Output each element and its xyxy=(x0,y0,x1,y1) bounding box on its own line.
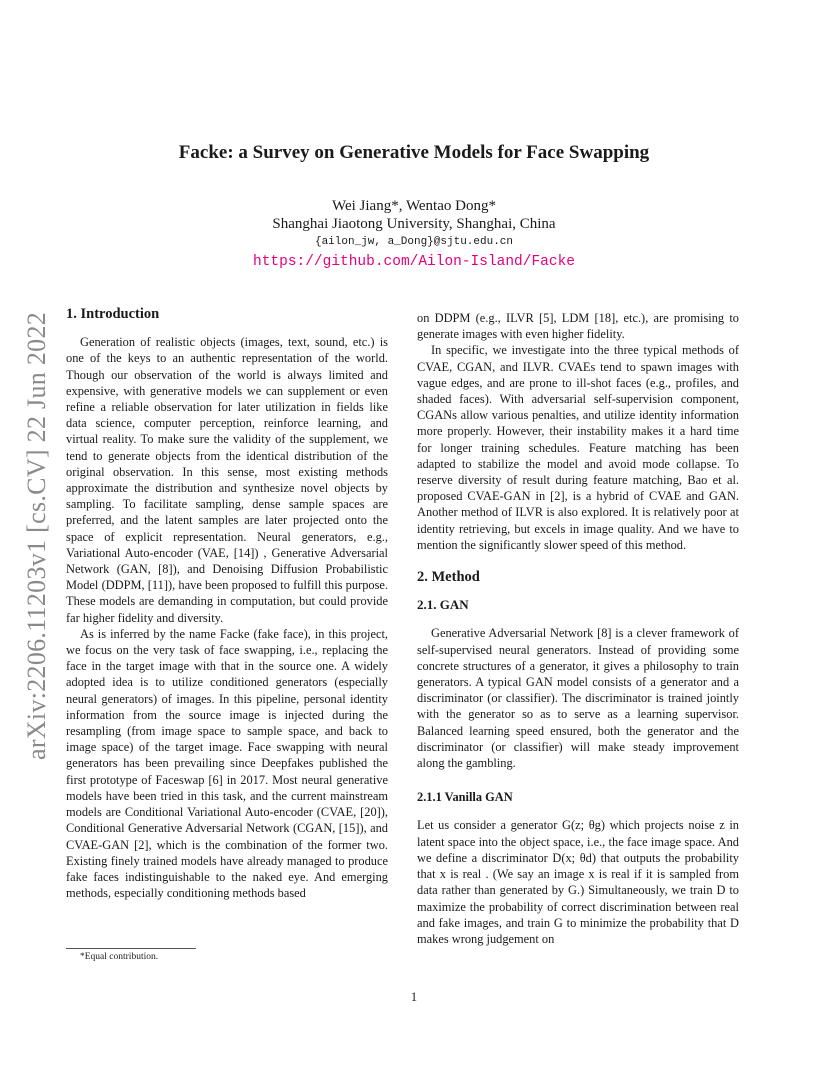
method-heading: 2. Method xyxy=(417,569,480,586)
authors: Wei Jiang*, Wentao Dong* xyxy=(332,198,496,214)
vanilla-gan-paragraph: Let us consider a generator G(z; θg) which projects noise z in latent space into the object space, i.e., the face image space. And we define a discriminator D(x; θd) that outputs the probability that x is real . (We say an image x is real if it is sampled from data rather than generated by G.) Simultaneously, we train D to maximize the probability of correct discrimination between real and fake images, and train G to minimize the probability that D makes wrong judgement on xyxy=(417,818,739,946)
intro-paragraph-2: As is inferred by the name Facke (fake face), in this project, we focus on the very task of face swapping, i.e., replacing the face in the target image with that in the source one. A widely adopted idea is to utilize conditioned generators (especially neural generators) of images. In this pipeline, personal identity information from the source image is injected during the resampling (from image space to sample space, and back to image space) of the target image. Face swapping with neural generators has been prevailing since Deepfakes published the first prototype of Faceswap [6] in 2017. Most neural generative models have been tried in this task, and the current mainstream models are Conditional Variational Auto-encoder (CVAE, [20]), Conditional Generative Adversarial Network (CGAN, [15]), and CVAE-GAN [2], which is the combination of the former two. Existing finely trained models have already managed to produce fake faces indistinguishable to the naked eye. And emerging methods, especially conditioning methods based xyxy=(66,626,388,901)
gan-heading: 2.1. GAN xyxy=(417,597,469,613)
intro-paragraph-1: Generation of realistic objects (images, text, sound, etc.) is one of the keys to an authentic representation of the world. Though our observation of the world is always limited and expensive, with generative models we can supplement or even refine a reliable observation for later utilization in fields like data science, computer perception, reinforce learning, and virtual reality. To make sure the validity of the supplement, we tend to generate objects from the identical distribution of the original observation. In this sense, most existing methods approximate the distribution and synthesize novel objects by sampling. To facilitate sampling, dense sample spaces are preferred, and the latent samples are later projected onto the space of explicit representation. Neural generators, e.g., Variational Auto-encoder (VAE, [14]) , Generative Adversarial Network (GAN, [8]), and Denoising Diffusion Probabilistic Model (DDPM, [11]), have been proposed to fulfill this purpose. These models are demanding in computation, but could provide far higher fidelity and diversity. xyxy=(66,335,388,625)
vanilla-gan-heading: 2.1.1 Vanilla GAN xyxy=(417,790,513,805)
page-number: 1 xyxy=(410,990,418,1004)
intro-continuation: on DDPM (e.g., ILVR [5], LDM [18], etc.), are promising to generate images with even higher fidelity. xyxy=(417,311,739,342)
footnote-divider xyxy=(66,948,196,949)
left-column xyxy=(66,306,388,901)
footnote: *Equal contribution. xyxy=(80,952,159,962)
author-email: {ailon_jw, a_Dong}@sjtu.edu.cn xyxy=(314,236,514,248)
paper-title: Facke: a Survey on Generative Models for Face Swapping xyxy=(178,142,650,163)
right-column xyxy=(417,310,739,947)
specific-paragraph: In specific, we investigate into the three typical methods of CVAE, CGAN, and ILVR. CVAEs tend to spawn images with vague edges, and are prone to ill-shot faces (e.g., profiles, and shaded faces). With adversarial self-supervision component, CGANs allow various penalties, and utilize identity information more properly. However, their instability makes it a hard time for longer training schedules. Feature matching has been adapted to stabilize the model and avoid mode collapse. To reserve diversity of result during feature matching, Bao et al. proposed CVAE-GAN in [2], is a hybrid of CVAE and GAN. Another method of ILVR is also explored. It is relatively poor at identity retrieving, but excels in image quality. And we have to mention the significantly slower speed of this method. xyxy=(417,343,739,552)
project-url-link[interactable]: https://github.com/Ailon-Island/Facke xyxy=(253,254,575,270)
intro-heading: 1. Introduction xyxy=(66,306,160,322)
gan-paragraph: Generative Adversarial Network [8] is a clever framework of self-supervised neural generators. Instead of providing some concrete structures of a generator, it gives a philosophy to train generators. A typical GAN model consists of a generator and a discriminator (or classifier). The discriminator is trained jointly with the generator so as to serve as a learning supervisor. Balanced learning speed ensured, both the generator and the discriminator (or classifier) will make steady improvement along the gambling. xyxy=(417,626,739,771)
arxiv-stamp: arXiv:2206.11203v1 [cs.CV] 22 Jun 2022 xyxy=(22,311,51,760)
affiliation: Shanghai Jiaotong University, Shanghai, China xyxy=(272,216,556,232)
